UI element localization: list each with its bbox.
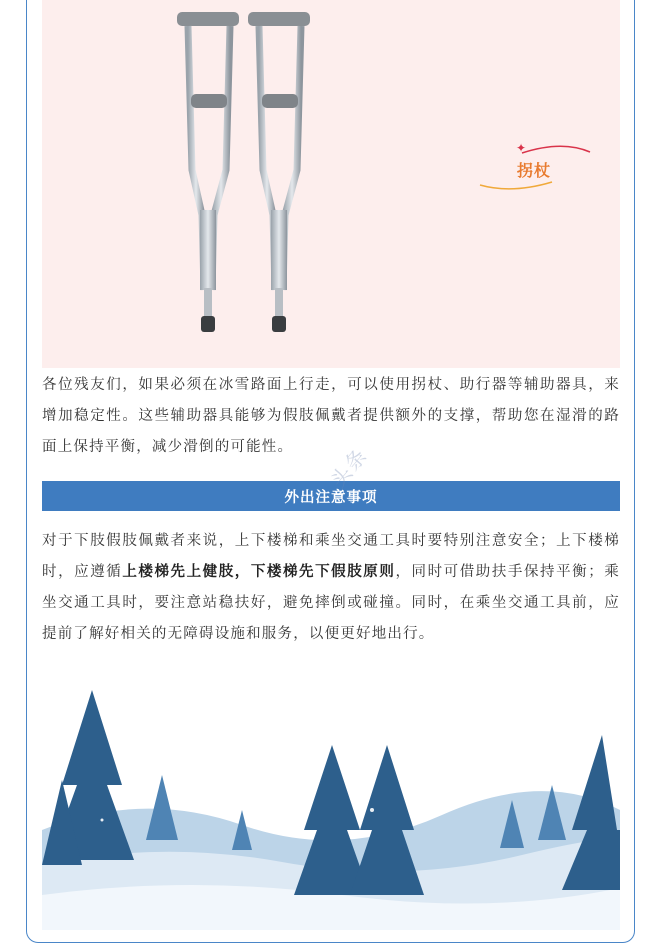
paragraph-assistive-devices: 各位残友们，如果必须在冰雪路面上行走，可以使用拐杖、助行器等辅助器具，来增加稳定性。这些辅助器具能够为假肢佩戴者提供额外的支撑，帮助您在湿滑的路面上保持平衡，减少滑倒的可能性。 xyxy=(42,377,620,455)
paragraph2-text-after: ，同时可借助扶手保持平衡；乘坐交通工具时，要注意站稳扶好，避免摔倒或碰撞。同时，在乘坐交通工具前，应提前了解好相关的无障碍设施和服务，以便更好地出行。 xyxy=(42,564,620,642)
section-title-text: 外出注意事项 xyxy=(284,489,378,506)
crutches-icon xyxy=(42,0,620,368)
crutches-image xyxy=(42,0,620,368)
crutch-label: 拐杖 xyxy=(517,161,552,180)
watermark: 头条 xyxy=(325,442,373,493)
section-title xyxy=(42,481,620,511)
paragraph2-bold-rule: 上楼梯先上健肢，下楼梯先下假肢原则 xyxy=(122,564,396,580)
paragraph2-text-before: 对于下肢假肢佩戴者来说，上下楼梯和乘坐交通工具时要特别注意安全；上下楼梯时，应遵循 xyxy=(42,533,620,580)
svg-text:✦: ✦ xyxy=(516,141,527,155)
winter-landscape-image xyxy=(42,690,620,930)
paragraph-outdoor-notes xyxy=(42,526,620,650)
